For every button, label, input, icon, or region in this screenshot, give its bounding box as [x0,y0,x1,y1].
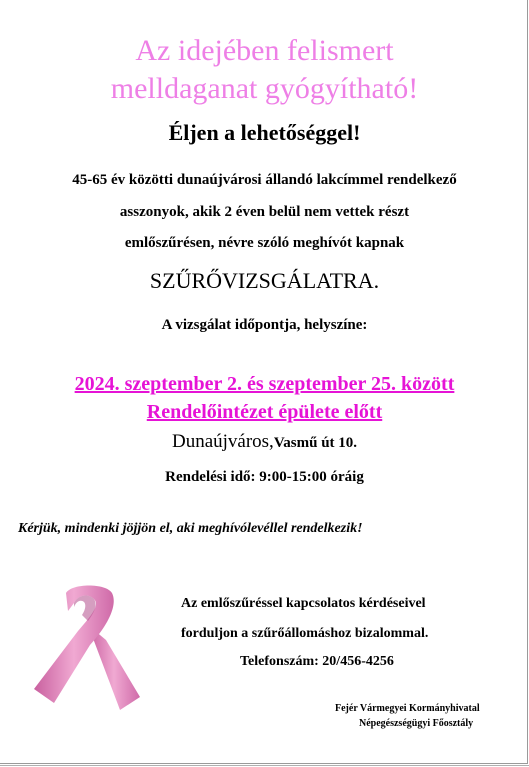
subheadline: Éljen a lehetőséggel! [168,120,361,145]
opening-hours: Rendelési idő: 9:00-15:00 óráig [165,469,364,485]
contact-line-2: forduljon a szűrőállomáshoz bizalommal. [181,626,429,641]
address-line [0,431,529,453]
footer-line-1: Fejér Vármegyei Kormányhivatal [335,703,480,714]
street-address: Vasmű út 10. [273,435,358,451]
screening-title: SZŰRŐVIZSGÁLATRA. [149,268,380,293]
city: Dunaújváros, [171,431,274,452]
page-bottom-line [0,765,529,766]
footer-line-2: Népegészségügyi Főosztály [359,718,474,729]
headline-line-2: melldaganat gyógyítható! [110,72,419,105]
pink-ribbon-icon [28,585,150,720]
contact-phone: Telefonszám: 20/456-4256 [240,654,394,669]
invite-note: Kérjük, mindenki jöjjön el, aki meghívólevéllel rendelkezik! [18,521,363,536]
venue-link[interactable]: Rendelőintézet épülete előtt [146,401,383,423]
intro-line-2: asszonyok, akik 2 éven belül nem vettek részt [119,204,410,220]
dates-link[interactable]: 2024. szeptember 2. és szeptember 25. között [74,373,455,395]
intro-line-1: 45-65 év közötti dunaújvárosi állandó lakcímmel rendelkező [72,172,457,188]
headline-line-1: Az idejében felismert [135,34,394,67]
intro-line-3: emlőszűrésen, névre szóló meghívót kapnak [124,235,405,251]
contact-line-1: Az emlőszűréssel kapcsolatos kérdéseivel [181,596,426,611]
time-place-label: A vizsgálat időpontja, helyszíne: [161,317,368,333]
